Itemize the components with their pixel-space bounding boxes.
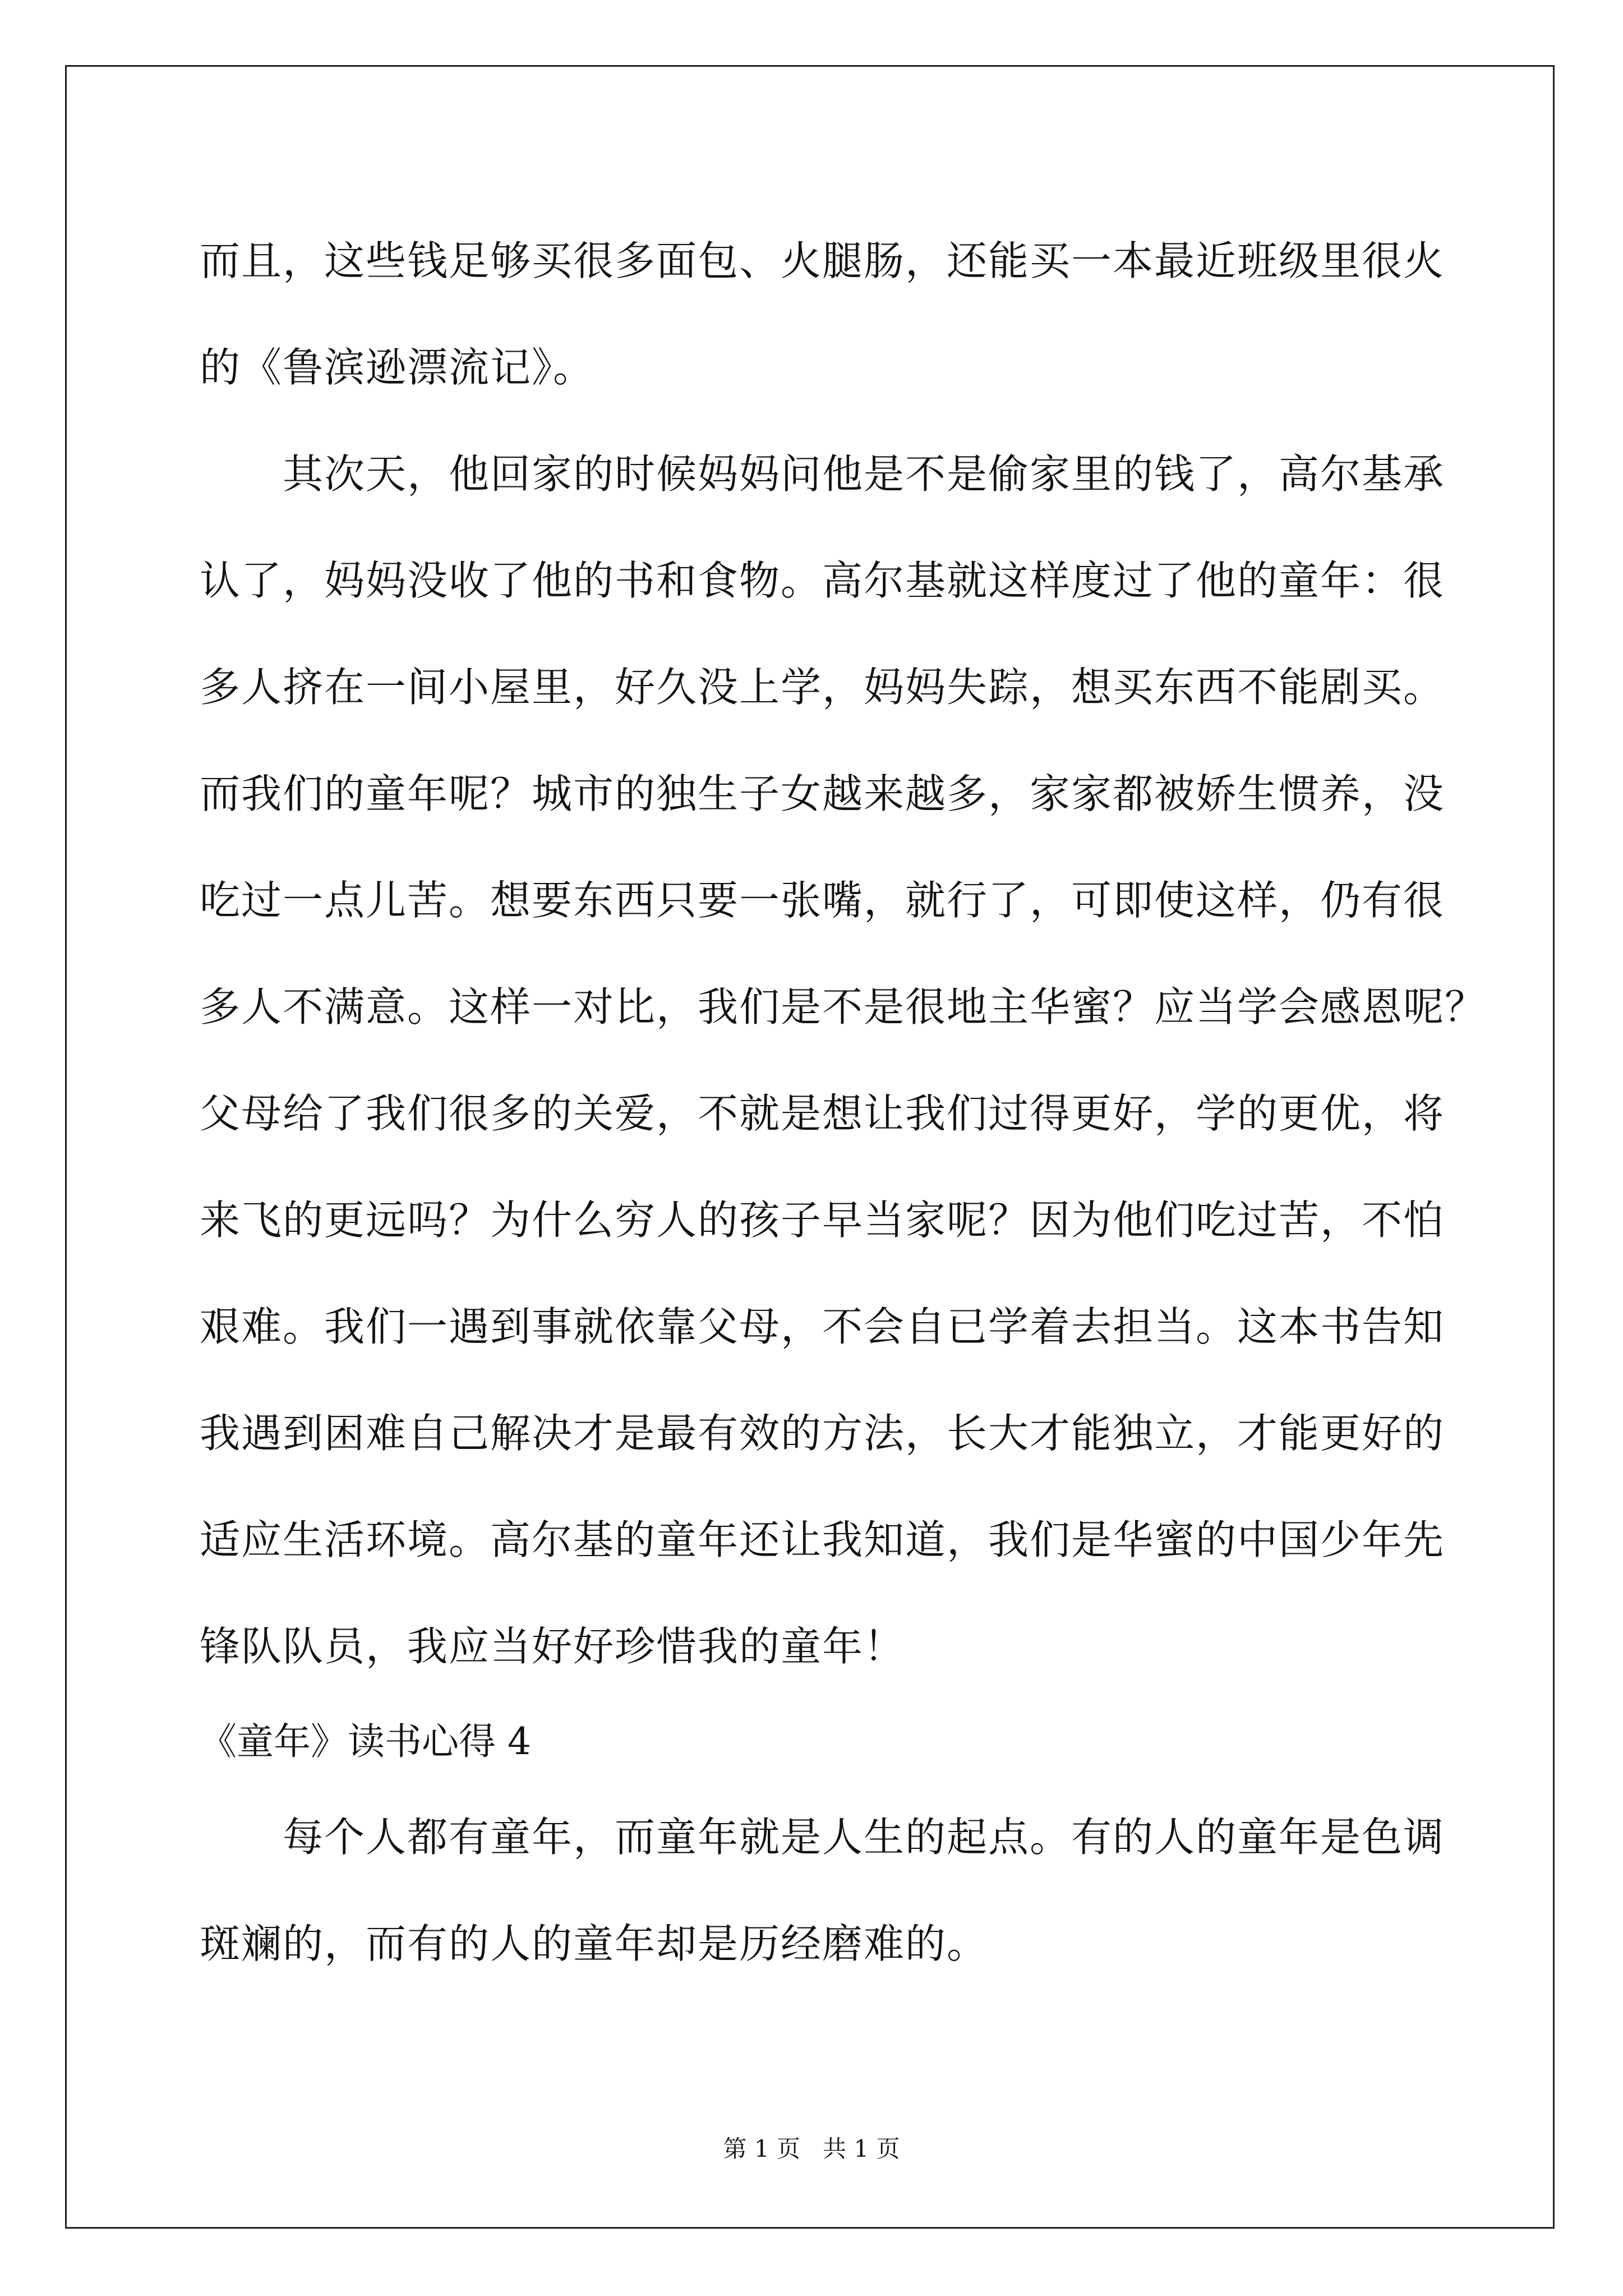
text-line: 其次天，他回家的时候妈妈问他是不是偷家里的钱了，高尔基承 [283, 450, 1445, 498]
text-line: 多人不满意。这样一对比，我们是不是很地主华蜜？应当学会感恩呢？ [200, 983, 1487, 1030]
text-line: 而我们的童年呢？城市的独生子女越来越多，家家都被娇生惯养，没 [200, 770, 1445, 817]
document-body [200, 208, 1487, 1997]
text-line: 而且，这些钱足够买很多面包、火腿肠，还能买一本最近班级里很火 [200, 237, 1445, 284]
text-line: 认了，妈妈没收了他的书和食物。高尔基就这样度过了他的童年：很 [200, 557, 1445, 604]
text-line: 适应生活环境。高尔基的童年还让我知道，我们是华蜜的中国少年先 [200, 1516, 1445, 1563]
text-line: 父母给了我们很多的关爱，不就是想让我们过得更好，学的更优，将 [200, 1090, 1445, 1137]
text-line: 来飞的更远吗？为什么穷人的孩子早当家呢？因为他们吃过苦，不怕 [200, 1197, 1445, 1244]
text-line: 吃过一点儿苦。想要东西只要一张嘴，就行了，可即使这样，仍有很 [200, 877, 1445, 924]
text-line: 斑斓的，而有的人的童年却是历经磨难的。 [200, 1920, 989, 1967]
text-line: 多人挤在一间小屋里，好久没上学，妈妈失踪，想买东西不能剧买。 [200, 664, 1445, 711]
text-line: 锋队队员，我应当好好珍惜我的童年！ [200, 1623, 906, 1670]
text-line: 的《鲁滨逊漂流记》。 [200, 344, 595, 391]
text-line: 艰难。我们一遇到事就依靠父母，不会自已学着去担当。这本书告知 [200, 1303, 1445, 1350]
text-line: 每个人都有童年，而童年就是人生的起点。有的人的童年是色调 [283, 1814, 1445, 1861]
text-line: 我遇到困难自己解决才是最有效的方法，长大才能独立，才能更好的 [200, 1410, 1445, 1457]
section-heading: 《童年》读书心得 4 [200, 1720, 531, 1763]
page-footer: 第 1 页 共 1 页 [723, 2135, 900, 2162]
